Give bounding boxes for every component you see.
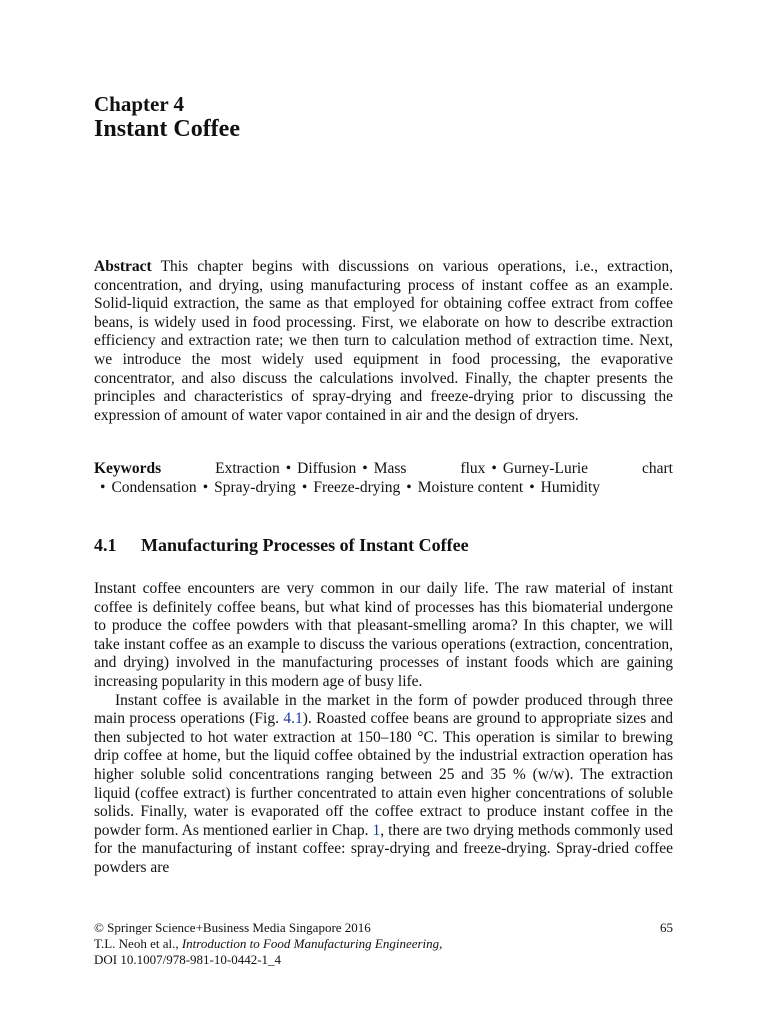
- paragraph: [94, 692, 673, 878]
- authors: T.L. Neoh et al.,: [94, 936, 182, 951]
- section-heading: [94, 536, 673, 555]
- section-number: 4.1: [94, 535, 117, 555]
- doi: DOI 10.1007/978-981-10-0442-1_4: [94, 952, 282, 967]
- paragraph-text: Instant coffee is available in the market in the form of powder produced through three main process operations (Fig.: [94, 691, 673, 728]
- keywords: [94, 460, 673, 497]
- keyword: Mass flux: [373, 460, 486, 477]
- figure-link[interactable]: 4.1: [283, 710, 303, 728]
- abstract-text: This chapter begins with discussions on various operations, i.e., extraction, concentration, and drying, using manufacturing process of instant coffee as an example. Solid-liquid extraction, the same as that employed for obtaining coffee extract from coffee beans, is widely used in food processing. First, we elaborate on how to describe extraction efficiency and extraction rate; we then turn to calculation method of extraction time. Next, we introduce the most widely used equipment in food processing, the evaporative concentrator, and also discuss the calculations involved. Finally, the chapter presents the principles and characteristics of spray-drying and freeze-drying prior to discussing the expression of amount of water vapor contained in air and the design of dryers.: [94, 258, 673, 424]
- authors-suffix: ,: [439, 936, 443, 951]
- keyword-separator: •: [301, 478, 308, 496]
- keyword-separator: •: [491, 460, 497, 477]
- keyword-separator: •: [285, 460, 292, 477]
- body-text: [94, 580, 673, 878]
- copyright: © Springer Science+Business Media Singapore 2016: [94, 920, 371, 935]
- abstract: [94, 258, 673, 425]
- keyword: Gurney-Lurie chart: [502, 460, 673, 477]
- keyword: Freeze-drying: [313, 478, 401, 496]
- keyword: Spray-drying: [214, 478, 296, 496]
- section-title: Manufacturing Processes of Instant Coffee: [141, 535, 469, 555]
- paragraph-text: ). Roasted coffee beans are ground to appropriate sizes and then subjected to hot water extraction at 150–180 °C. This operation is similar to brewing drip coffee at home, but the liquid coffee obtained by the industrial extraction operation has higher soluble solid concentrations ranging between 25 and 35 % (w/w). The extraction liquid (coffee extract) is further concentrated to attain even higher concentrations of soluble solids. Finally, water is evaporated off the coffee extract to produce instant coffee in the powder form. As mentioned earlier in Chap.: [94, 710, 673, 839]
- keyword: Condensation: [111, 478, 197, 496]
- citation: [94, 936, 673, 952]
- keyword-separator: •: [529, 478, 535, 496]
- page-number: 65: [660, 920, 673, 935]
- keyword: Humidity: [540, 478, 601, 496]
- paragraph: Instant coffee encounters are very common in our daily life. The raw material of instant coffee is definitely coffee beans, but what kind of processes has this biomaterial undergone to produce the coffee powders with that pleasant-smelling aroma? In this chapter, we will take instant coffee as an example to discuss the various operations (extraction, concentration, and drying) involved in the manufacturing processes of instant foods which are gaining increasing popularity in this modern age of busy life.: [94, 580, 673, 690]
- keyword: Moisture content: [417, 478, 524, 496]
- chapter-title: Instant Coffee: [94, 116, 240, 142]
- book-title: Introduction to Food Manufacturing Engineering: [181, 936, 440, 951]
- keyword: Extraction: [215, 460, 280, 477]
- keyword: Diffusion: [297, 460, 357, 477]
- footer: [94, 920, 673, 968]
- abstract-label: Abstract: [94, 258, 152, 275]
- keyword-separator: •: [100, 478, 106, 496]
- keyword-separator: •: [202, 478, 209, 496]
- chapter-label: Chapter 4: [94, 92, 185, 116]
- keyword-separator: •: [406, 478, 412, 496]
- chapter-link[interactable]: 1: [372, 821, 381, 839]
- keyword-separator: •: [362, 460, 368, 477]
- keywords-label: Keywords: [94, 460, 162, 477]
- paragraph-text: , there are two drying methods commonly used for the manufacturing of instant coffee: spray-drying and freeze-drying. Spray-dried coffee powders are: [94, 821, 673, 876]
